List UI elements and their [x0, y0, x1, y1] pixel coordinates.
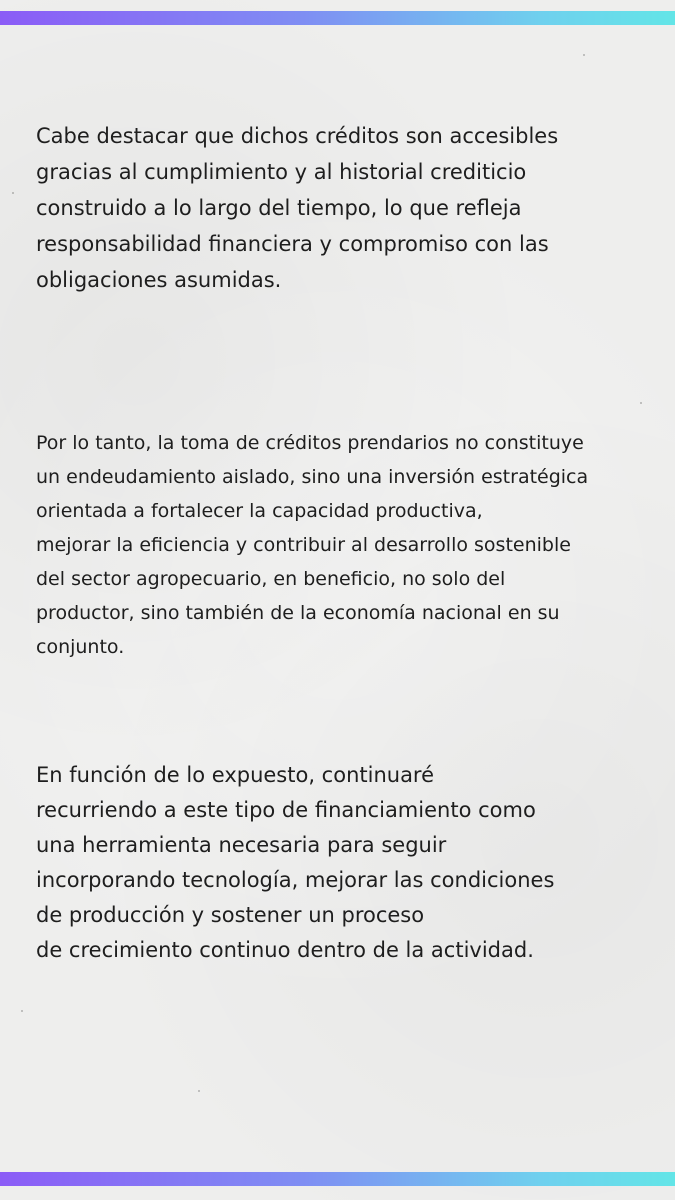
paper-speck — [583, 54, 585, 56]
paper-speck — [640, 402, 642, 404]
paper-speck — [21, 1010, 23, 1012]
bottom-gradient-bar — [0, 1172, 675, 1186]
paragraph-conclusion: En función de lo expuesto, continuaré recurriendo a este tipo de financiamiento como una herramienta necesaria para seguir incorporando tecnología, mejorar las condiciones de producción y sostener un proceso de crecimiento continuo dentro de la actividad. — [36, 763, 555, 962]
paper-speck — [198, 1090, 200, 1092]
paragraph-strategic-investment: Por lo tanto, la toma de créditos prendarios no constituye un endeudamiento aislado, sino una inversión estratégica orientada a fortalecer la capacidad productiva, mejorar la eficiencia y contribuir al desarrollo sostenible del sector agropecuario, en beneficio, no solo del productor, sino también de la economía nacional en su conjunto. — [36, 432, 589, 658]
paragraph-credit-access: Cabe destacar que dichos créditos son accesibles gracias al cumplimiento y al historial crediticio construido a lo largo del tiempo, lo que refleja responsabilidad financiera y compromiso con las obligaciones asumidas. — [36, 124, 559, 292]
paper-speck — [12, 192, 14, 194]
top-gradient-bar — [0, 11, 675, 25]
